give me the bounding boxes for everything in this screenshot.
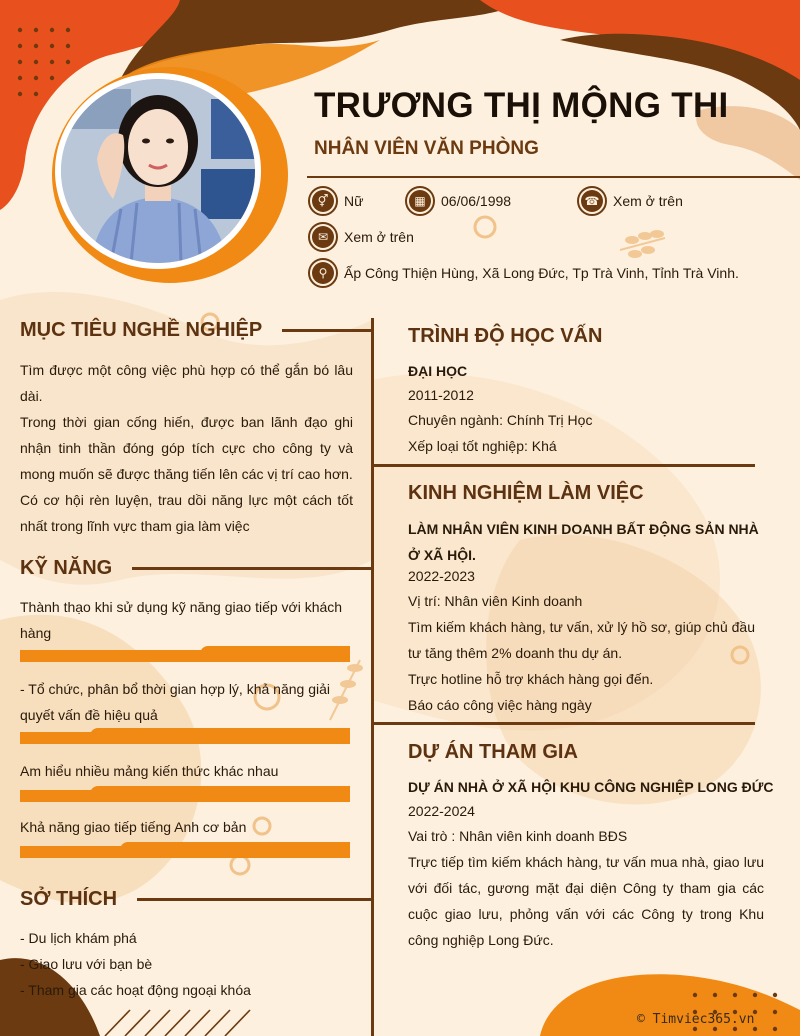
objective-heading-text: MỤC TIÊU NGHỀ NGHIỆP	[20, 319, 263, 341]
hobby-item: - Tham gia các hoạt động ngoại khóa	[20, 982, 251, 998]
experience-position: Vị trí: Nhân viên Kinh doanh	[408, 593, 583, 609]
skill-item-4-bar	[20, 846, 350, 858]
avatar-portrait-graphic	[61, 79, 255, 263]
gender-icon: ⚥	[308, 186, 338, 216]
gender-info	[308, 186, 363, 216]
experience-divider	[372, 722, 755, 725]
phone-value: Xem ở trên	[613, 193, 683, 209]
education-major: Chuyên ngành: Chính Trị Học	[408, 412, 593, 428]
address-info	[308, 258, 739, 288]
education-heading	[408, 325, 768, 348]
hobby-item: - Giao lưu với bạn bè	[20, 956, 153, 972]
education-school: ĐẠI HỌC	[408, 363, 468, 379]
projects-heading-text: DỰ ÁN THAM GIA	[408, 741, 578, 763]
email-info	[308, 222, 414, 252]
skill-item-2-bar	[20, 732, 350, 744]
envelope-icon: ✉	[308, 222, 338, 252]
project-name: DỰ ÁN NHÀ Ở XÃ HỘI KHU CÔNG NGHIỆP LONG ĐỨC	[408, 779, 774, 795]
phone-icon: ☎	[577, 186, 607, 216]
skills-heading	[20, 557, 372, 580]
avatar-container	[55, 73, 265, 273]
hobby-item: - Du lịch khám phá	[20, 930, 137, 946]
birthday-value: 06/06/1998	[441, 193, 512, 209]
education-years: 2011-2012	[408, 387, 474, 403]
experience-line: Tìm kiếm khách hàng, tư vấn, xử lý hồ sơ, giúp chủ đầu tư tăng thêm 2% doanh thu dự án.	[408, 619, 755, 661]
location-pin-icon: ⚲	[308, 258, 338, 288]
skill-item-1-label: Thành thạo khi sử dụng kỹ năng giao tiếp với khách hàng	[20, 599, 343, 641]
education-heading-text: TRÌNH ĐỘ HỌC VẤN	[408, 325, 603, 347]
skill-item-4-label: Khả năng giao tiếp tiếng Anh cơ bản	[20, 819, 247, 835]
hobbies-heading	[20, 888, 372, 911]
gender-value: Nữ	[344, 193, 364, 209]
experience-company: LÀM NHÂN VIÊN KINH DOANH BẤT ĐỘNG SẢN NHÀ Ở XÃ HỘI.	[408, 521, 759, 563]
avatar	[55, 73, 261, 269]
experience-years: 2022-2023	[408, 568, 475, 584]
column-divider	[371, 318, 374, 1036]
birthday-info	[405, 186, 511, 216]
project-years: 2022-2024	[408, 803, 475, 819]
objective-text: Tìm được một công việc phù hợp có thể gắn bó lâu dài. Trong thời gian cống hiến, được ban lãnh đạo ghi nhận tinh thần đóng góp tích cực cho công ty và mong muốn sẽ được thăng tiến lên các vị trí cao hơn. Có cơ hội rèn luyện, trau dồi năng lực một cách tốt nhất trong lĩnh vực tham gia làm việc	[20, 362, 353, 534]
address-value: Ấp Công Thiện Hùng, Xã Long Đức, Tp Trà Vinh, Tỉnh Trà Vinh.	[344, 265, 739, 281]
hobbies-heading-text: SỞ THÍCH	[20, 888, 118, 910]
skill-item-1-bar	[20, 650, 350, 662]
objective-heading-line	[282, 329, 372, 332]
experience-line: Trực hotline hỗ trợ khách hàng gọi đến.	[408, 671, 654, 687]
hobbies-heading-line	[137, 898, 372, 901]
skill-item-3-label: Am hiểu nhiều mảng kiến thức khác nhau	[20, 763, 279, 779]
education-grade: Xếp loại tốt nghiệp: Khá	[408, 438, 557, 454]
calendar-icon: ▦	[405, 186, 435, 216]
education-divider	[372, 464, 755, 467]
job-title: NHÂN VIÊN VĂN PHÒNG	[314, 138, 539, 159]
header-divider	[307, 176, 800, 178]
project-role: Vai trò : Nhân viên kinh doanh BĐS	[408, 828, 628, 844]
experience-line: Báo cáo công việc hàng ngày	[408, 697, 592, 713]
phone-info	[577, 186, 683, 216]
experience-heading	[408, 482, 768, 505]
objective-heading	[20, 319, 372, 342]
project-description: Trực tiếp tìm kiếm khách hàng, tư vấn mua nhà, giao lưu với đối tác, gương mặt đại diện Công ty tham gia các cuộc giao lưu, phỏng vấn với các Công ty trong Khu công nghiệp Long Đức.	[408, 854, 764, 948]
skill-item-3-bar	[20, 790, 350, 802]
experience-heading-text: KINH NGHIỆM LÀM VIỆC	[408, 482, 644, 504]
candidate-name: TRƯƠNG THỊ MỘNG THI	[314, 86, 729, 125]
skills-heading-line	[132, 567, 372, 570]
skill-item-2-label: - Tổ chức, phân bổ thời gian hợp lý, khả năng giải quyết vấn đề hiệu quả	[20, 681, 330, 723]
watermark: © Timviec365.vn	[637, 1012, 755, 1027]
projects-heading	[408, 741, 768, 764]
skills-heading-text: KỸ NĂNG	[20, 557, 113, 579]
email-value: Xem ở trên	[344, 229, 414, 245]
